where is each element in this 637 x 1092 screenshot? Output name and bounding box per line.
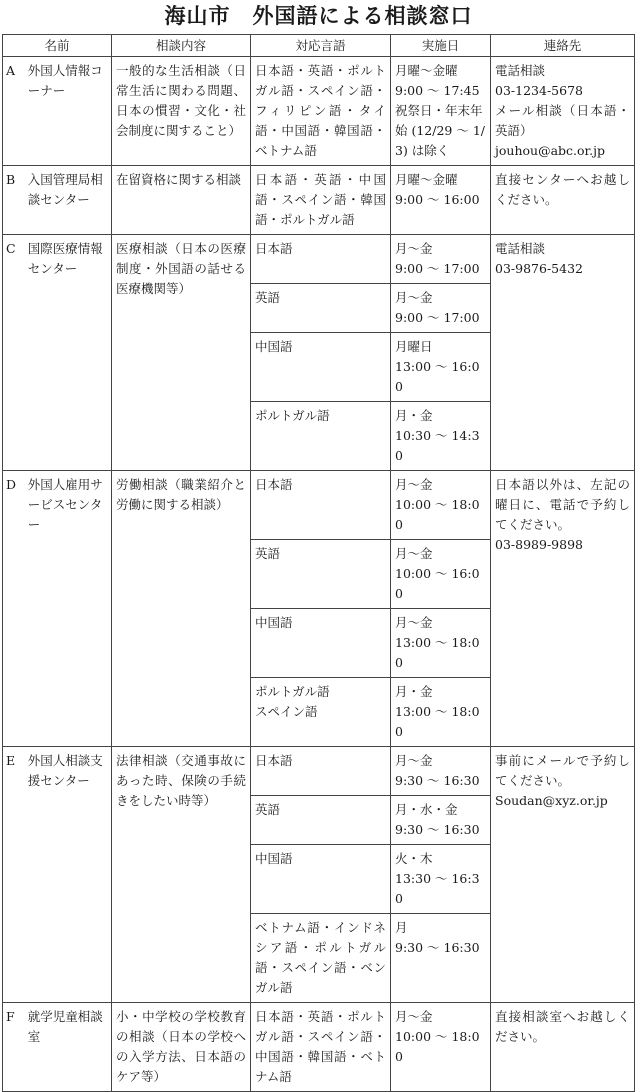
office-letter: F <box>6 1009 15 1024</box>
language-cell: ポルトガル語 <box>251 402 391 471</box>
header-languages: 対応言語 <box>251 35 391 57</box>
header-name: 名前 <box>3 35 112 57</box>
office-name: 外国人雇用サービスセンター <box>27 477 103 532</box>
language-cell: 日本語 <box>251 471 391 540</box>
table-row <box>3 1003 635 1092</box>
schedule-cell: 月～金 10:00 ～ 18:00 <box>391 471 491 540</box>
office-name: 国際医療情報センター <box>27 241 103 276</box>
language-cell: 日本語・英語・ポルトガル語・スペイン語・中国語・韓国語・ベトナム語 <box>251 1003 391 1092</box>
table-row <box>3 747 635 796</box>
language-cell: ベトナム語・インドネシア語・ポルトガル語・スペイン語・ベンガル語 <box>251 914 391 1003</box>
consult-content-cell: 在留資格に関する相談 <box>112 166 251 235</box>
language-cell: 日本語・英語・ポルトガル語・スペイン語・フィリピン語・タイ語・中国語・韓国語・ベトナム語 <box>251 57 391 166</box>
language-cell: 英語 <box>251 284 391 333</box>
schedule-cell: 月・水・金 9:30 ～ 16:30 <box>391 796 491 845</box>
consult-content-cell: 法律相談（交通事故にあった時、保険の手続きをしたい時等） <box>112 747 251 1003</box>
office-name: 就学児童相談室 <box>27 1009 103 1044</box>
office-letter: C <box>6 241 16 256</box>
header-days: 実施日 <box>391 35 491 57</box>
schedule-cell: 月 9:30 ～ 16:30 <box>391 914 491 1003</box>
office-letter: A <box>6 63 16 78</box>
contact-cell: 電話相談 03-9876-5432 <box>491 235 635 471</box>
office-letter: B <box>6 172 16 187</box>
schedule-cell: 月・金 13:00 ～ 18:00 <box>391 678 491 747</box>
schedule-cell: 月～金 10:00 ～ 18:00 <box>391 1003 491 1092</box>
language-cell: 中国語 <box>251 845 391 914</box>
schedule-cell: 月曜～金曜 9:00 ～ 17:45 祝祭日・年末年始 (12/29 ～ 1/3) は除く <box>391 57 491 166</box>
consult-content-cell: 一般的な生活相談（日常生活に関わる問題、日本の慣習・文化・社会制度に関すること） <box>112 57 251 166</box>
language-cell: 英語 <box>251 540 391 609</box>
office-letter: D <box>6 477 17 492</box>
contact-cell: 電話相談 03-1234-5678 メール相談（日本語・英語） jouhou@abc.or.jp <box>491 57 635 166</box>
office-name-cell <box>3 747 112 1003</box>
contact-cell: 直接センターへお越しください。 <box>491 166 635 235</box>
schedule-cell: 月～金 9:00 ～ 17:00 <box>391 284 491 333</box>
office-name: 外国人情報コーナー <box>27 63 103 98</box>
table-row <box>3 235 635 284</box>
office-name-cell <box>3 235 112 471</box>
schedule-cell: 月～金 9:00 ～ 17:00 <box>391 235 491 284</box>
office-name: 入国管理局相談センター <box>27 172 103 207</box>
schedule-cell: 火・木 13:30 ～ 16:30 <box>391 845 491 914</box>
page-title: 海山市 外国語による相談窓口 <box>164 4 473 28</box>
schedule-cell: 月・金 10:30 ～ 14:30 <box>391 402 491 471</box>
office-name-cell <box>3 1003 112 1092</box>
language-cell: 日本語 <box>251 747 391 796</box>
office-letter: E <box>6 753 16 768</box>
contact-cell: 直接相談室へお越しください。 <box>491 1003 635 1092</box>
language-cell: 中国語 <box>251 609 391 678</box>
schedule-cell: 月～金 9:30 ～ 16:30 <box>391 747 491 796</box>
office-name-cell <box>3 166 112 235</box>
header-contact: 連絡先 <box>491 35 635 57</box>
office-name-cell <box>3 57 112 166</box>
contact-cell: 日本語以外は、左記の曜日に、電話で予約してください。 03-8989-9898 <box>491 471 635 747</box>
schedule-cell: 月曜日 13:00 ～ 16:00 <box>391 333 491 402</box>
language-cell: 英語 <box>251 796 391 845</box>
office-name: 外国人相談支援センター <box>27 753 103 788</box>
schedule-cell: 月～金 13:00 ～ 18:00 <box>391 609 491 678</box>
schedule-cell: 月～金 10:00 ～ 16:00 <box>391 540 491 609</box>
table-row <box>3 166 635 235</box>
language-cell: 日本語 <box>251 235 391 284</box>
consultation-table <box>2 34 635 1092</box>
table-row <box>3 57 635 166</box>
table-header-row <box>3 35 635 57</box>
table-row <box>3 471 635 540</box>
language-cell: 中国語 <box>251 333 391 402</box>
header-content: 相談内容 <box>112 35 251 57</box>
consult-content-cell: 労働相談（職業紹介と労働に関する相談） <box>112 471 251 747</box>
schedule-cell: 月曜～金曜 9:00 ～ 16:00 <box>391 166 491 235</box>
contact-cell: 事前にメールで予約してください。 Soudan@xyz.or.jp <box>491 747 635 1003</box>
language-cell: 日本語・英語・中国語・スペイン語・韓国語・ポルトガル語 <box>251 166 391 235</box>
consult-content-cell: 医療相談（日本の医療制度・外国語の話せる医療機関等） <box>112 235 251 471</box>
language-cell: ポルトガル語 スペイン語 <box>251 678 391 747</box>
consult-content-cell: 小・中学校の学校教育の相談（日本の学校への入学方法、日本語のケア等） <box>112 1003 251 1092</box>
office-name-cell <box>3 471 112 747</box>
